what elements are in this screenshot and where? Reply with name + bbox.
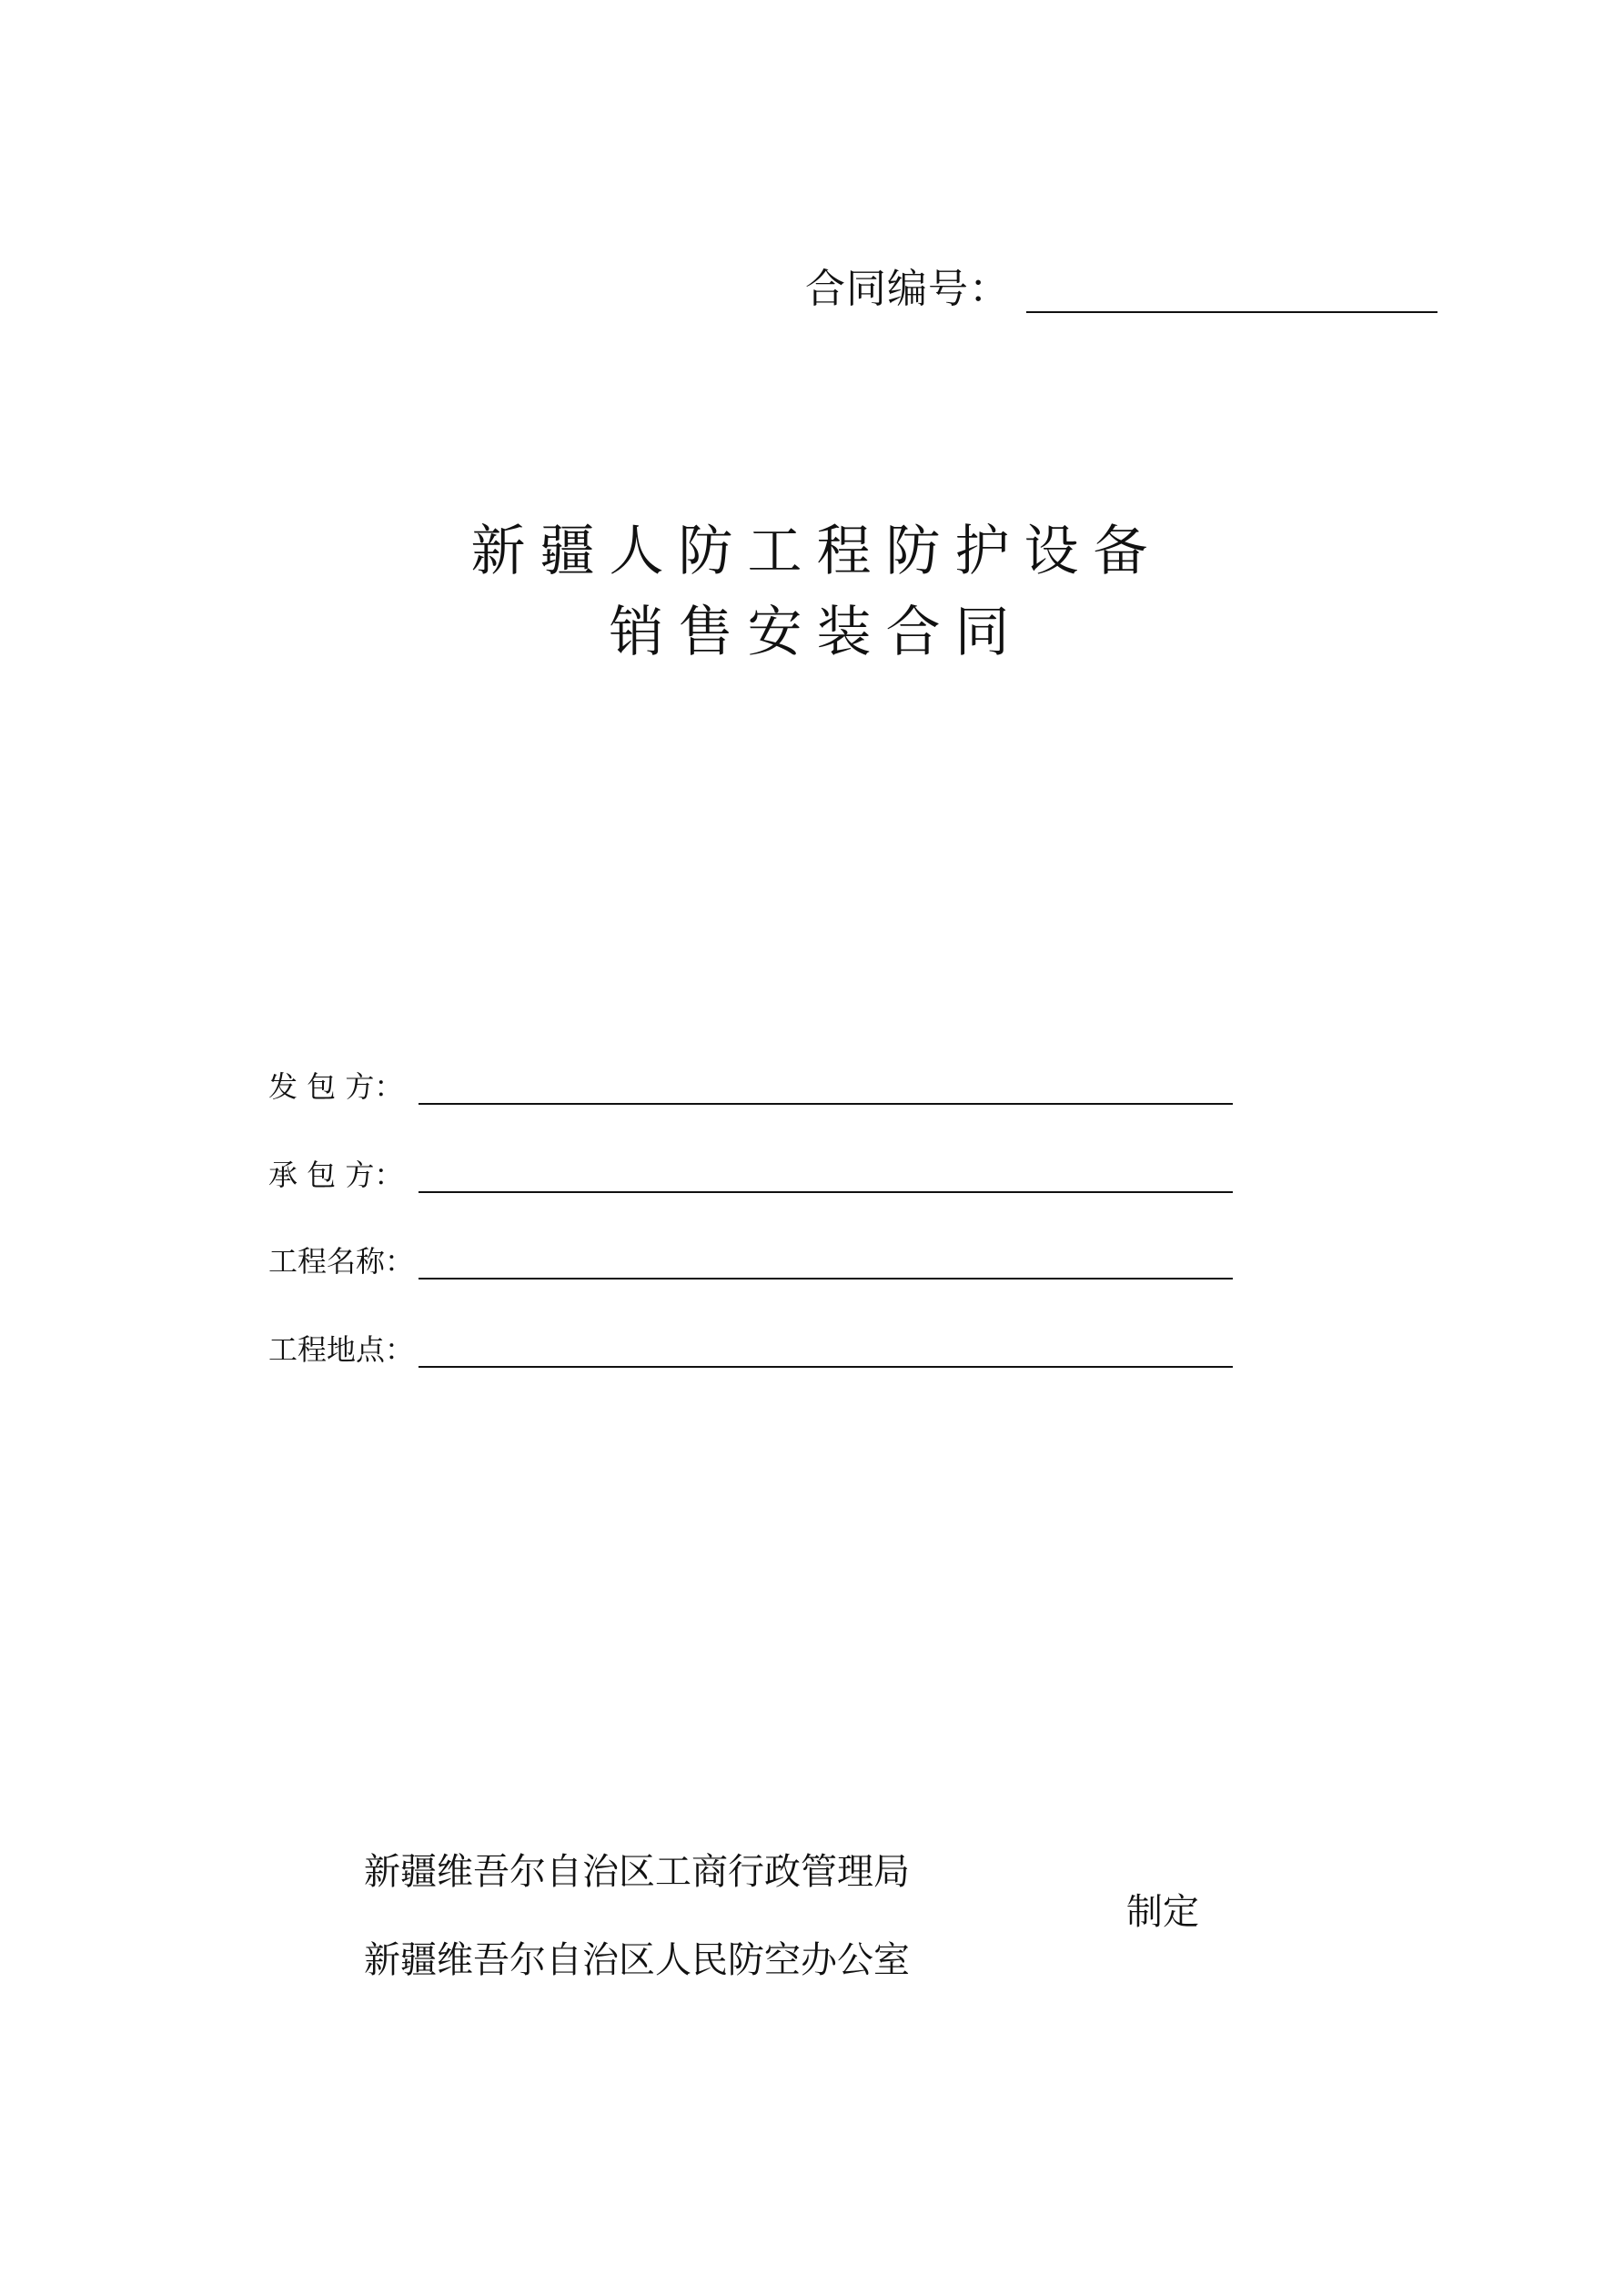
field-employer-blank[interactable] (419, 1103, 1233, 1105)
issuer-civil-defense-office: 新疆维吾尔自治区人民防空办公室 (364, 1939, 910, 1981)
field-contractor-label: 承 包 方： (268, 1158, 404, 1192)
contract-number-label: 合同编号： (805, 266, 1010, 312)
made-by-label: 制定 (1126, 1891, 1199, 1933)
contract-number-blank[interactable] (1026, 311, 1437, 313)
document-title-line2: 销售安装合同 (609, 601, 1024, 664)
field-project-name-label: 工程名称： (268, 1244, 415, 1279)
field-contractor-blank[interactable] (419, 1191, 1233, 1193)
contract-number (805, 264, 1437, 315)
document-title-line1: 新疆人防工程防护设备 (470, 520, 1163, 583)
field-project-name-blank[interactable] (419, 1278, 1233, 1279)
field-employer-label: 发 包 方： (268, 1069, 404, 1104)
field-project-location (268, 1328, 1233, 1371)
field-employer (268, 1065, 1233, 1108)
issuer-industry-commerce-bureau: 新疆维吾尔自治区工商行政管理局 (364, 1851, 910, 1893)
field-contractor (268, 1153, 1233, 1197)
field-project-location-blank[interactable] (419, 1366, 1233, 1368)
field-project-location-label: 工程地点： (268, 1332, 415, 1367)
field-project-name (268, 1239, 1233, 1283)
